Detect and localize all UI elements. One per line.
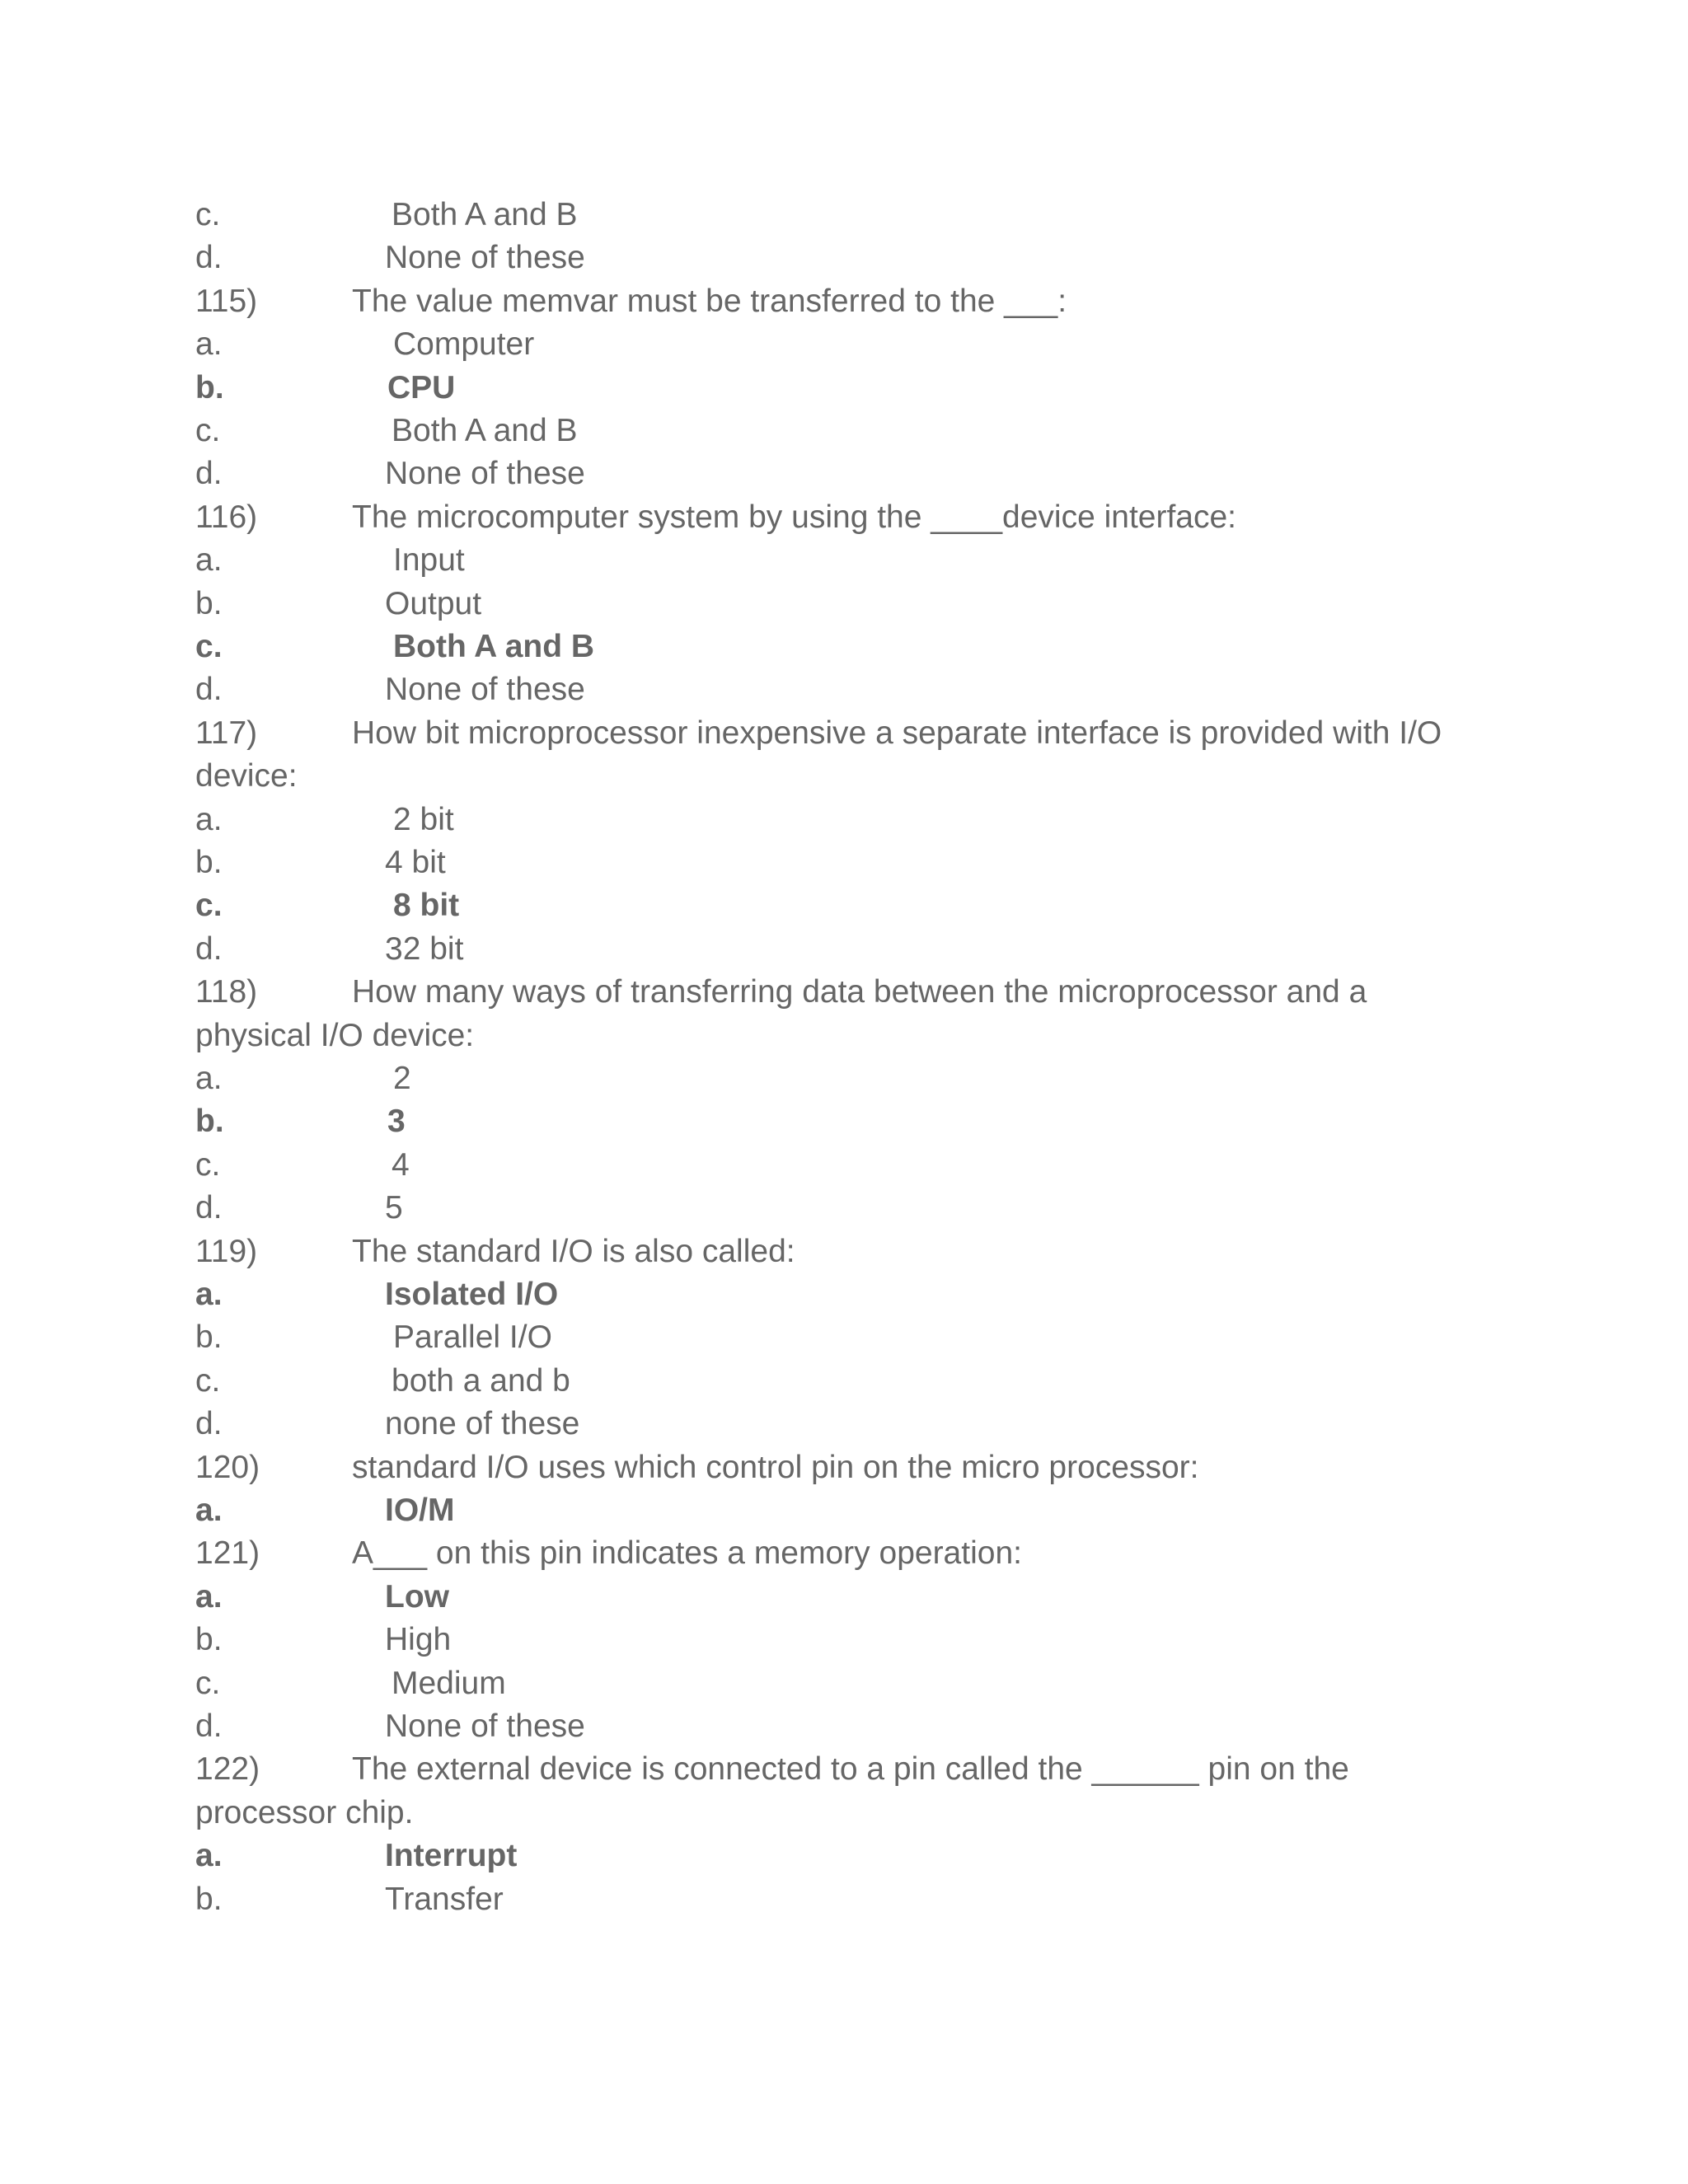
option-text: Transfer bbox=[385, 1881, 504, 1917]
option-marker: a. bbox=[195, 326, 223, 363]
option-marker: a. bbox=[195, 801, 223, 837]
option-marker: a. bbox=[195, 542, 223, 579]
option-marker: c. bbox=[195, 197, 221, 232]
option-text: Both A and B bbox=[392, 413, 578, 448]
option-marker: b. bbox=[195, 369, 224, 405]
option-text: None of these bbox=[385, 456, 585, 492]
option-text: 5 bbox=[385, 1190, 403, 1226]
option-marker: b. bbox=[195, 1881, 223, 1917]
option-marker: c. bbox=[195, 1665, 221, 1701]
option-text: Computer bbox=[393, 326, 535, 363]
question-text: The value memvar must be transferred to the ___: bbox=[352, 283, 1067, 319]
option-text: 2 bit bbox=[393, 801, 454, 837]
option-marker: c. bbox=[195, 629, 223, 664]
option-text: both a and b bbox=[392, 1362, 570, 1399]
option-marker: b. bbox=[195, 585, 223, 621]
option-text: 4 bit bbox=[385, 845, 446, 880]
option-text: Both A and B bbox=[392, 197, 578, 232]
question-text: How many ways of transferring data between the microprocessor and a bbox=[352, 974, 1367, 1010]
question-number: 122) bbox=[195, 1751, 260, 1788]
option-text: High bbox=[385, 1622, 452, 1658]
option-text: Interrupt bbox=[385, 1838, 518, 1874]
option-text: Parallel I/O bbox=[393, 1319, 552, 1356]
option-marker: d. bbox=[195, 240, 223, 276]
question-text: How bit microprocessor inexpensive a separate interface is provided with I/O bbox=[352, 715, 1442, 751]
option-marker: d. bbox=[195, 672, 223, 708]
option-text: 2 bbox=[393, 1061, 411, 1096]
question-number: 116) bbox=[195, 499, 258, 535]
option-marker: a. bbox=[195, 1493, 223, 1528]
option-text: Output bbox=[385, 585, 482, 621]
option-marker: c. bbox=[195, 888, 223, 924]
option-text: IO/M bbox=[385, 1493, 455, 1528]
option-marker: b. bbox=[195, 1319, 223, 1356]
option-text: Medium bbox=[392, 1665, 506, 1701]
question-number: 118) bbox=[195, 974, 258, 1010]
option-text: 8 bit bbox=[393, 888, 460, 924]
option-text: 4 bbox=[392, 1146, 410, 1183]
option-marker: a. bbox=[195, 1578, 223, 1615]
option-marker: b. bbox=[195, 1104, 224, 1140]
option-text: 3 bbox=[387, 1104, 406, 1140]
question-text: The standard I/O is also called: bbox=[352, 1233, 795, 1269]
question-text: The microcomputer system by using the ____device interface: bbox=[352, 499, 1237, 535]
question-text-continuation: processor chip. bbox=[195, 1794, 414, 1830]
option-text: Low bbox=[385, 1578, 449, 1615]
option-text: Input bbox=[393, 542, 465, 579]
option-text: Both A and B bbox=[393, 629, 595, 664]
option-text: Isolated I/O bbox=[385, 1277, 559, 1312]
question-number: 117) bbox=[195, 715, 258, 751]
option-marker: a. bbox=[195, 1277, 223, 1312]
question-number: 115) bbox=[195, 283, 258, 319]
option-marker: d. bbox=[195, 1708, 223, 1744]
question-text: The external device is connected to a pin called the ______ pin on the bbox=[352, 1751, 1349, 1788]
option-text: none of these bbox=[385, 1406, 580, 1442]
option-marker: a. bbox=[195, 1061, 223, 1096]
option-marker: d. bbox=[195, 456, 223, 492]
question-number: 120) bbox=[195, 1449, 260, 1485]
option-text: None of these bbox=[385, 672, 585, 708]
question-text-continuation: device: bbox=[195, 758, 298, 794]
option-marker: c. bbox=[195, 413, 221, 448]
option-text: None of these bbox=[385, 1708, 585, 1744]
option-marker: d. bbox=[195, 1406, 223, 1442]
option-text: 32 bit bbox=[385, 930, 464, 967]
option-text: CPU bbox=[387, 369, 456, 405]
question-number: 121) bbox=[195, 1535, 260, 1572]
question-text: standard I/O uses which control pin on the micro processor: bbox=[352, 1449, 1199, 1485]
question-text-continuation: physical I/O device: bbox=[195, 1017, 475, 1053]
option-marker: b. bbox=[195, 1622, 223, 1658]
option-marker: d. bbox=[195, 930, 223, 967]
option-marker: d. bbox=[195, 1190, 223, 1226]
option-marker: c. bbox=[195, 1362, 221, 1399]
option-text: None of these bbox=[385, 240, 585, 276]
option-marker: c. bbox=[195, 1146, 221, 1183]
question-text: A___ on this pin indicates a memory operation: bbox=[352, 1535, 1022, 1572]
question-number: 119) bbox=[195, 1233, 258, 1269]
option-marker: b. bbox=[195, 845, 223, 880]
option-marker: a. bbox=[195, 1838, 223, 1874]
